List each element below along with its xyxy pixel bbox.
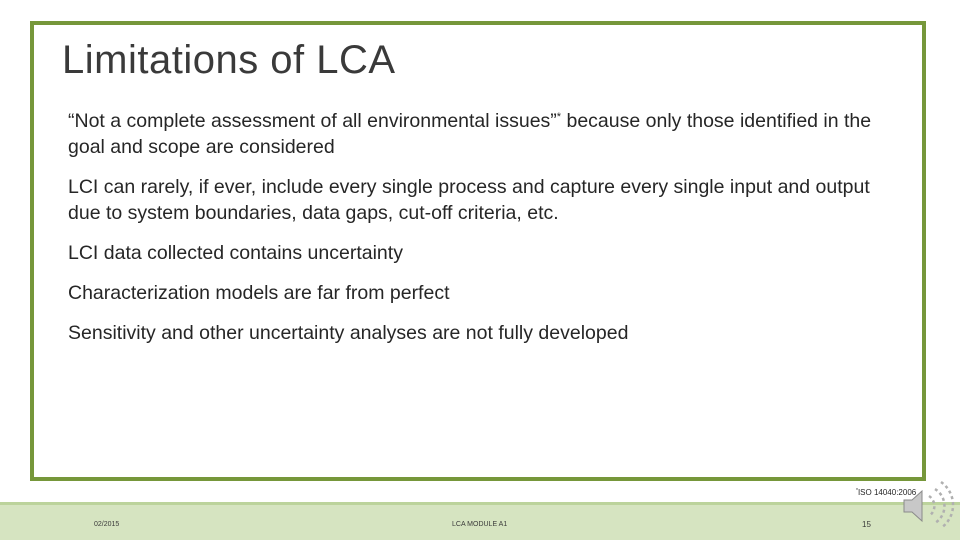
bullet-item: LCI data collected contains uncertainty — [68, 242, 403, 264]
bullet-item: Sensitivity and other uncertainty analyses are not fully developed — [68, 322, 629, 344]
footer-center-text: LCA MODULE A1 — [452, 521, 508, 528]
speaker-icon[interactable] — [900, 478, 956, 530]
bullet-list — [68, 108, 898, 360]
footer-date: 02/2015 — [94, 521, 120, 528]
bullet-text: “Not a complete assessment of all environmental issues” — [68, 110, 557, 132]
citation-marker: * — [856, 488, 858, 494]
bullet-item — [68, 108, 898, 160]
slide-title: Limitations of LCA — [62, 38, 396, 82]
bullet-item: LCI can rarely, if ever, include every single process and capture every single input and output due to system boundaries, data gaps, cut-off criteria, etc. — [68, 176, 870, 224]
citation-text: ISO 14040:2006 — [857, 488, 917, 497]
speaker-icon-graphic — [900, 478, 956, 530]
bullet-item: Characterization models are far from perfect — [68, 282, 450, 304]
bullet-text-continued: because only those identified in the goal and scope are considered — [68, 110, 872, 158]
page-number: 15 — [862, 520, 871, 529]
footnote-marker: * — [556, 111, 562, 123]
footer-separator — [0, 502, 960, 505]
